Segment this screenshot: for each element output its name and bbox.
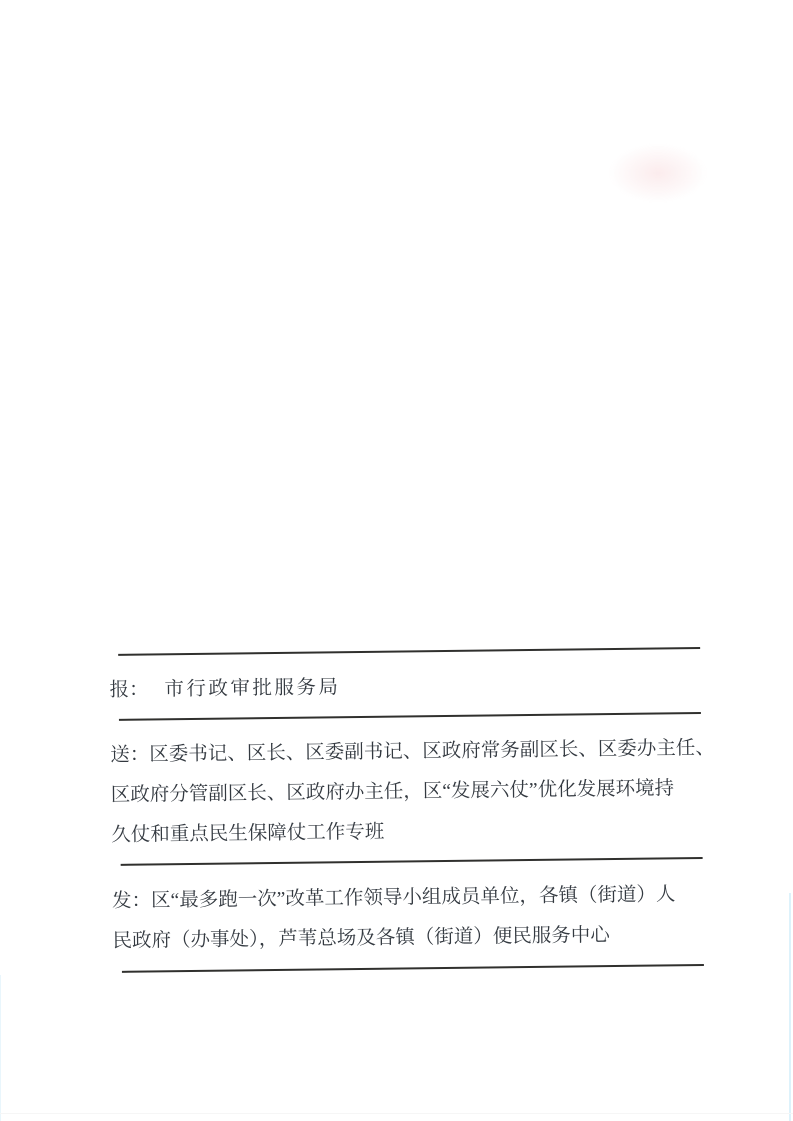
send-line: 送：区委书记、区长、区委副书记、区政府常务副区长、区委办主任、 xyxy=(110,737,715,766)
separator-line-after-send xyxy=(121,857,703,866)
separator-line-bottom xyxy=(122,964,704,973)
issue-line: 发：区“最多跑一次”改革工作领导小组成员单位，各镇（街道）人 xyxy=(111,884,676,912)
scan-edge-bottom xyxy=(0,1113,793,1114)
distribution-list xyxy=(108,633,715,1000)
issue-line: 民政府（办事处），芦苇总场及各镇（街道）便民服务中心 xyxy=(112,925,610,952)
send-line: 区政府分管副区长、区政府办主任，区“发展六仗”优化发展环境持 xyxy=(110,778,675,806)
send-to-paragraph xyxy=(110,729,715,856)
scan-edge-left xyxy=(0,975,1,1121)
send-line: 久仗和重点民生保障仗工作专班 xyxy=(111,821,385,846)
scan-edge-right xyxy=(789,893,791,1121)
report-to-line xyxy=(109,671,340,702)
separator-line-after-report xyxy=(119,712,701,721)
separator-line-top xyxy=(118,647,700,656)
faint-stamp-mark xyxy=(610,144,706,202)
issue-to-paragraph xyxy=(112,875,704,962)
report-recipient: 市行政审批服务局 xyxy=(164,677,341,701)
report-label: 报： xyxy=(109,679,149,701)
